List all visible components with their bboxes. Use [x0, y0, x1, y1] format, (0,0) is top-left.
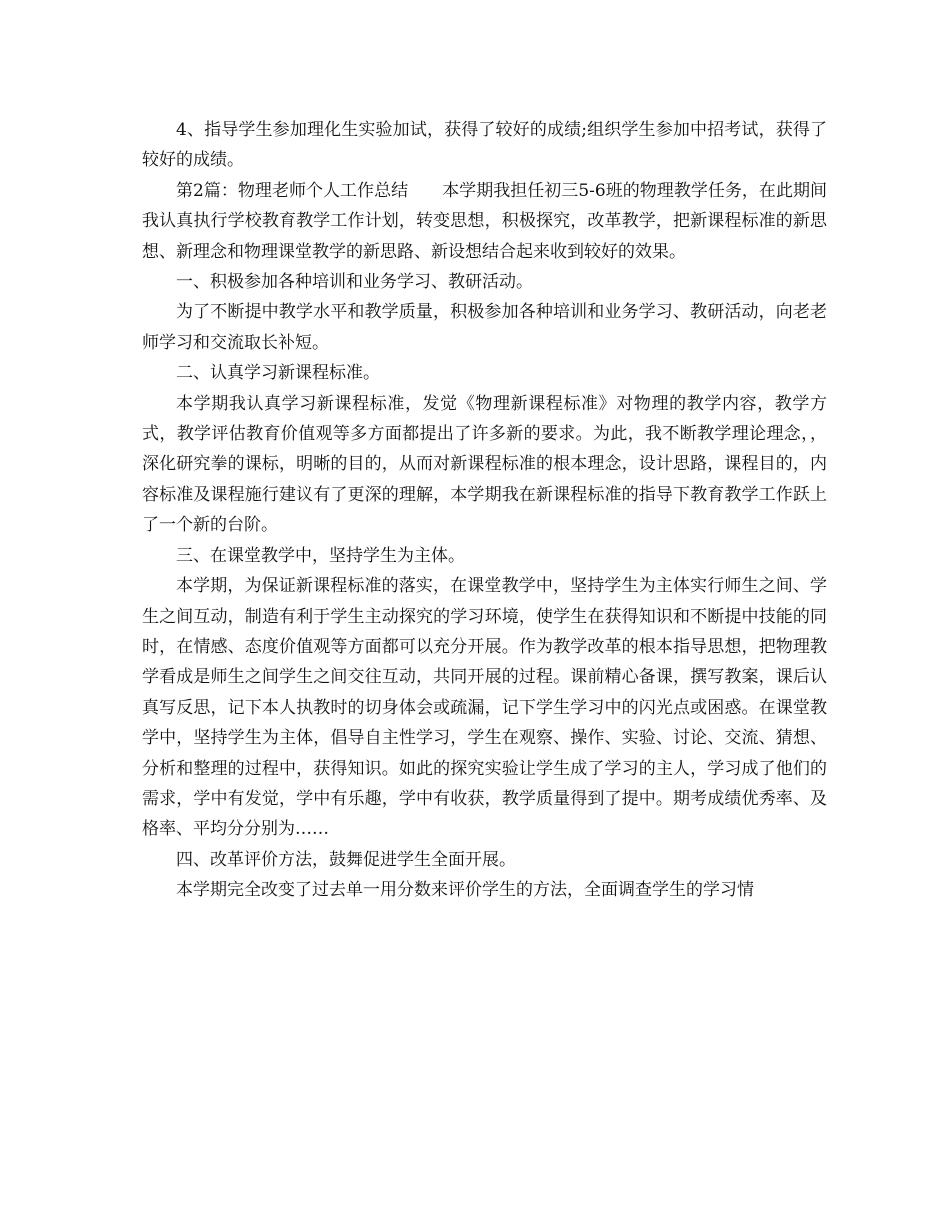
paragraph-article-2-intro: 第2篇：物理老师个人工作总结 本学期我担任初三5-6班的物理教学任务，在此期间我认真执行学校教育教学工作计划，转变思想，积极探究，改革教学，把新课程标准的新思想、新理念和物理课堂教学的新思路、新设想结合起来收到较好的效果。 [142, 180, 827, 262]
section-heading-3: 三、在课堂教学中，坚持学生为主体。 [176, 545, 465, 566]
section-heading-4: 四、改革评价方法，鼓舞促进学生全面开展。 [176, 849, 516, 870]
paragraph-item-4: 4、指导学生参加理化生实验加试，获得了较好的成绩;组织学生参加中招考试，获得了较好的成绩。 [142, 120, 827, 171]
paragraph-curriculum-standard: 本学期我认真学习新课程标准，发觉《物理新课程标准》对物理的教学内容，教学方式，教学评估教育价值观等多方面都提出了许多新的要求。为此，我不断教学理论理念，，深化研究拳的课标，明晰的目的，从而对新课程标准的根本理念，设计思路，课程目的，内容标准及课程施行建议有了更深的理解，本学期我在新课程标准的指导下教育教学工作跃上了一个新的台阶。 [142, 393, 827, 536]
paragraph-evaluation: 本学期完全改变了过去单一用分数来评价学生的方法，全面调查学生的学习情 [176, 880, 754, 901]
document-body [142, 115, 827, 906]
paragraph-classroom-teaching: 本学期，为保证新课程标准的落实，在课堂教学中，坚持学生为主体实行师生之间、学生之间互动，制造有利于学生主动探究的学习环境，使学生在获得知识和不断提中技能的同时，在情感、态度价值观等方面都可以充分开展。作为教学改革的根本指导思想，把物理教学看成是师生之间学生之间交往互动，共同开展的过程。课前精心备课，撰写教案，课后认真写反思，记下本人执教时的切身体会或疏漏，记下学生学习中的闪光点或困惑。在课堂教学中，坚持学生为主体，倡导自主性学习，学生在观察、操作、实验、讨论、交流、猜想、分析和整理的过程中，获得知识。如此的探究实验让学生成了学习的主人，学习成了他们的需求，学中有发觉，学中有乐趣，学中有收获，教学质量得到了提中。期考成绩优秀率、及格率、平均分分别为…… [142, 576, 827, 840]
paragraph-training: 为了不断提中教学水平和教学质量，积极参加各种培训和业务学习、教研活动，向老老师学习和交流取长补短。 [142, 302, 827, 353]
section-heading-1: 一、积极参加各种培训和业务学习、教研活动。 [176, 272, 533, 293]
section-heading-2: 二、认真学习新课程标准。 [176, 363, 380, 384]
